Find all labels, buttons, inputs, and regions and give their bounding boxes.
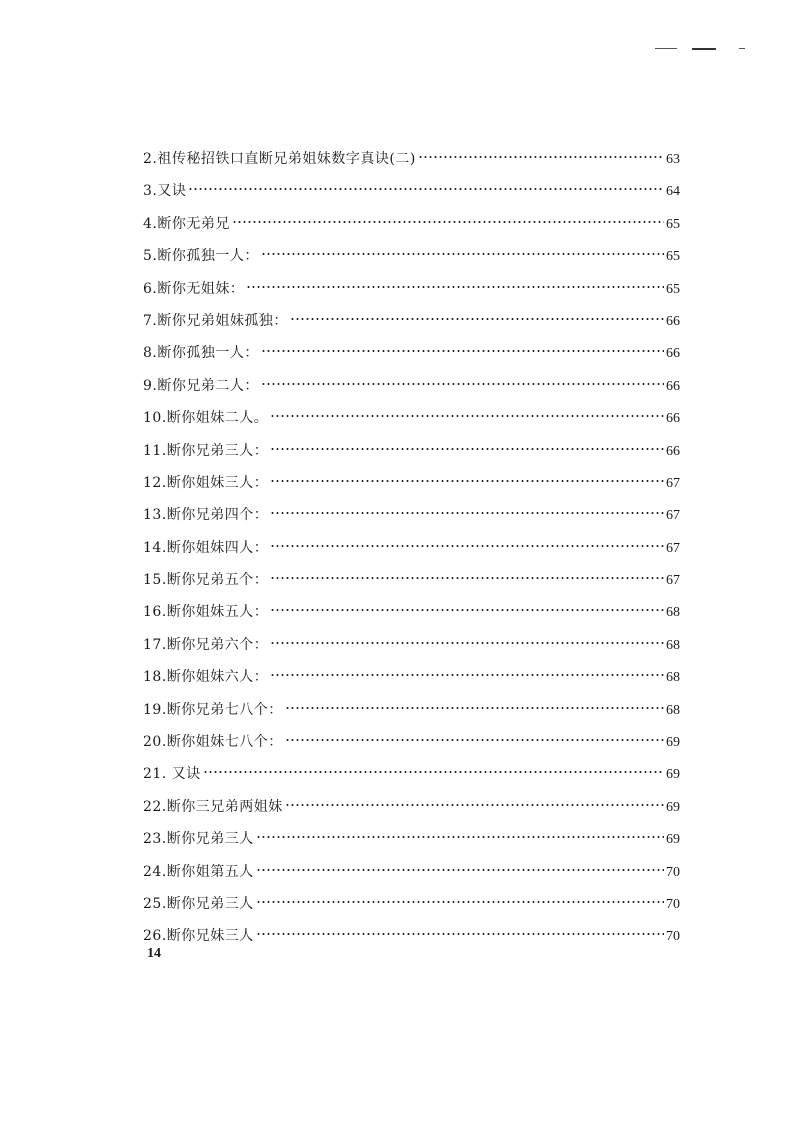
toc-entry-title: 9.断你兄弟二人：: [143, 377, 259, 394]
toc-entry-title: 8.断你孤独一人：: [143, 345, 259, 362]
toc-entry: [143, 922, 680, 954]
toc-entry-title: 3.又诀: [143, 183, 187, 200]
toc-entry: [143, 404, 680, 436]
toc-entry-page: 65: [666, 216, 680, 232]
toc-entry-page: 67: [666, 508, 680, 524]
toc-leader-dots: [261, 381, 664, 387]
toc-entry: [143, 534, 680, 566]
toc-leader-dots: [246, 284, 664, 290]
toc-entry-page: 66: [666, 313, 680, 329]
scan-mark: [739, 48, 745, 49]
toc-entry: [143, 631, 680, 663]
toc-entry-page: 69: [666, 735, 680, 751]
toc-entry-page: 69: [666, 832, 680, 848]
toc-entry: [143, 501, 680, 533]
toc-entry-page: 65: [666, 281, 680, 297]
toc-entry-page: 70: [666, 864, 680, 880]
toc-leader-dots: [256, 867, 664, 873]
toc-leader-dots: [256, 931, 664, 937]
table-of-contents: [143, 145, 680, 955]
toc-entry: [143, 339, 680, 371]
toc-leader-dots: [270, 640, 664, 646]
toc-entry-page: 68: [666, 670, 680, 686]
toc-leader-dots: [270, 510, 664, 516]
toc-entry: [143, 372, 680, 404]
toc-entry-title: 6.断你无姐妹：: [143, 280, 245, 297]
toc-leader-dots: [270, 607, 664, 613]
toc-entry: [143, 728, 680, 760]
toc-entry-page: 67: [666, 573, 680, 589]
toc-leader-dots: [270, 575, 664, 581]
toc-entry-title: 21. 又诀: [143, 766, 201, 783]
toc-entry-page: 70: [666, 896, 680, 912]
toc-entry-title: 25.断你兄弟三人: [143, 895, 254, 912]
toc-leader-dots: [285, 802, 664, 808]
toc-entry: [143, 566, 680, 598]
toc-leader-dots: [203, 769, 664, 775]
toc-entry-page: 67: [666, 540, 680, 556]
toc-entry: [143, 663, 680, 695]
toc-entry-page: 66: [666, 443, 680, 459]
toc-entry-title: 2.祖传秘招铁口直断兄弟姐妹数字真诀(二): [143, 151, 416, 167]
toc-entry-page: 68: [666, 702, 680, 718]
toc-leader-dots: [270, 478, 664, 484]
toc-leader-dots: [232, 219, 664, 225]
toc-entry-page: 67: [666, 475, 680, 491]
toc-entry: [143, 437, 680, 469]
toc-entry-page: 66: [666, 411, 680, 427]
toc-entry-title: 26.断你兄妹三人: [143, 928, 254, 945]
toc-entry-page: 70: [666, 929, 680, 945]
toc-entry: [143, 890, 680, 922]
toc-leader-dots: [270, 446, 664, 452]
toc-entry: [143, 696, 680, 728]
toc-entry: [143, 145, 680, 177]
toc-entry-title: 10.断你姐妹二人。: [143, 410, 269, 427]
toc-entry-title: 23.断你兄弟三人: [143, 831, 254, 848]
toc-entry-title: 4.断你无弟兄: [143, 215, 230, 232]
toc-entry-page: 66: [666, 346, 680, 362]
toc-entry: [143, 858, 680, 890]
toc-entry-page: 68: [666, 605, 680, 621]
toc-entry-title: 13.断你兄弟四个：: [143, 507, 269, 524]
toc-entry: [143, 177, 680, 209]
toc-entry-page: 65: [666, 249, 680, 265]
toc-entry-title: 7.断你兄弟姐妹孤独：: [143, 312, 288, 329]
toc-entry-title: 22.断你三兄弟两姐妹: [143, 798, 283, 815]
toc-entry-title: 16.断你姐妹五人：: [143, 604, 269, 621]
scan-mark: [655, 48, 677, 49]
toc-leader-dots: [261, 348, 664, 354]
toc-leader-dots: [270, 672, 664, 678]
toc-entry-title: 18.断你姐妹六人：: [143, 669, 269, 686]
toc-leader-dots: [256, 834, 664, 840]
toc-entry-title: 17.断你兄弟六个：: [143, 636, 269, 653]
toc-entry: [143, 275, 680, 307]
toc-leader-dots: [285, 705, 664, 711]
toc-leader-dots: [270, 413, 664, 419]
toc-entry-title: 20.断你姐妹七八个：: [143, 734, 283, 751]
scan-mark: [692, 48, 716, 50]
toc-leader-dots: [290, 316, 664, 322]
toc-entry-page: 69: [666, 767, 680, 783]
toc-leader-dots: [256, 899, 664, 905]
toc-entry-page: 63: [666, 152, 680, 167]
toc-entry-title: 19.断你兄弟七八个：: [143, 701, 283, 718]
toc-entry: [143, 242, 680, 274]
toc-leader-dots: [261, 251, 664, 257]
toc-entry-title: 14.断你姐妹四人：: [143, 539, 269, 556]
toc-entry: [143, 469, 680, 501]
toc-entry: [143, 307, 680, 339]
toc-entry-title: 11.断你兄弟三人：: [143, 442, 269, 459]
toc-entry-page: 64: [666, 184, 680, 200]
toc-entry-title: 12.断你姐妹三人：: [143, 474, 269, 491]
toc-entry-title: 15.断你兄弟五个：: [143, 572, 269, 589]
toc-leader-dots: [188, 186, 664, 192]
page-number: 14: [147, 946, 161, 961]
toc-entry-page: 68: [666, 637, 680, 653]
toc-entry: [143, 598, 680, 630]
toc-leader-dots: [270, 543, 664, 549]
toc-leader-dots: [285, 737, 664, 743]
toc-leader-dots: [418, 154, 664, 160]
toc-entry-page: 66: [666, 378, 680, 394]
toc-entry-title: 5.断你孤独一人：: [143, 248, 259, 265]
toc-entry: [143, 210, 680, 242]
toc-entry: [143, 825, 680, 857]
toc-entry-page: 69: [666, 799, 680, 815]
toc-entry: [143, 793, 680, 825]
toc-entry: [143, 760, 680, 792]
toc-entry-title: 24.断你姐第五人: [143, 863, 254, 880]
